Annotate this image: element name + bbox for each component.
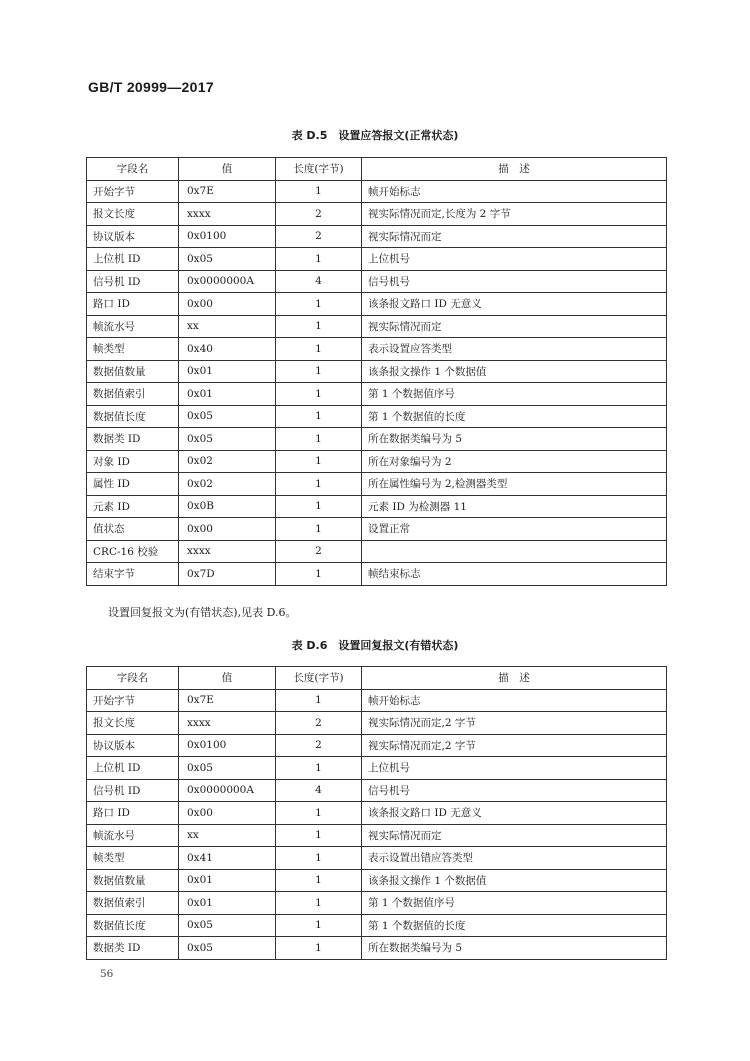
value-cell: 0x05 (179, 405, 276, 428)
column-header-field-name: 字段名 (87, 158, 179, 181)
table-row (87, 563, 667, 586)
description-cell: 所在对象编号为 2 (362, 450, 667, 473)
value-cell: 0x00 (179, 802, 276, 825)
value-cell: 0x0B (179, 495, 276, 518)
value-cell: xxxx (179, 203, 276, 226)
length-cell: 1 (276, 360, 362, 383)
field-name-cell: 开始字节 (87, 180, 179, 203)
length-cell: 1 (276, 495, 362, 518)
column-header-length: 长度(字节) (276, 158, 362, 181)
description-cell: 视实际情况而定 (362, 225, 667, 248)
description-cell: 该条报文操作 1 个数据值 (362, 360, 667, 383)
length-cell: 2 (276, 203, 362, 226)
length-cell: 1 (276, 338, 362, 361)
description-cell: 信号机号 (362, 270, 667, 293)
description-cell: 上位机号 (362, 248, 667, 271)
column-header-description: 描 述 (362, 158, 667, 181)
length-cell: 1 (276, 757, 362, 780)
table-row (87, 937, 667, 960)
field-name-cell: 协议版本 (87, 734, 179, 757)
table-d6-body (87, 689, 667, 959)
value-cell: 0x0000000A (179, 779, 276, 802)
description-cell: 所在属性编号为 2,检测器类型 (362, 473, 667, 496)
field-name-cell: 元素 ID (87, 495, 179, 518)
value-cell: 0x0000000A (179, 270, 276, 293)
table-row (87, 248, 667, 271)
length-cell: 4 (276, 270, 362, 293)
description-cell: 所在数据类编号为 5 (362, 937, 667, 960)
field-name-cell: 信号机 ID (87, 779, 179, 802)
description-cell: 元素 ID 为检测器 11 (362, 495, 667, 518)
table-row (87, 779, 667, 802)
field-name-cell: 帧流水号 (87, 824, 179, 847)
table-row (87, 225, 667, 248)
field-name-cell: 报文长度 (87, 712, 179, 735)
length-cell: 2 (276, 225, 362, 248)
column-header-length: 长度(字节) (276, 667, 362, 690)
description-cell: 视实际情况而定,长度为 2 字节 (362, 203, 667, 226)
table-row (87, 712, 667, 735)
value-cell: xx (179, 824, 276, 847)
description-cell: 帧开始标志 (362, 180, 667, 203)
description-cell: 帧结束标志 (362, 563, 667, 586)
table-row (87, 405, 667, 428)
length-cell: 1 (276, 914, 362, 937)
value-cell: 0x02 (179, 473, 276, 496)
column-header-description: 描 述 (362, 667, 667, 690)
table-row (87, 270, 667, 293)
table-row (87, 293, 667, 316)
field-name-cell: 信号机 ID (87, 270, 179, 293)
length-cell: 1 (276, 824, 362, 847)
value-cell: 0x0100 (179, 225, 276, 248)
table-row (87, 824, 667, 847)
length-cell: 2 (276, 712, 362, 735)
length-cell: 1 (276, 315, 362, 338)
description-cell: 第 1 个数据值的长度 (362, 914, 667, 937)
field-name-cell: 报文长度 (87, 203, 179, 226)
table-row (87, 869, 667, 892)
length-cell: 1 (276, 180, 362, 203)
table-row (87, 338, 667, 361)
table-row (87, 495, 667, 518)
field-name-cell: 开始字节 (87, 689, 179, 712)
header-row (87, 158, 667, 181)
value-cell: xxxx (179, 540, 276, 563)
table-row (87, 914, 667, 937)
value-cell: 0x05 (179, 914, 276, 937)
field-name-cell: 数据值数量 (87, 360, 179, 383)
length-cell: 1 (276, 563, 362, 586)
standard-id-header: GB/T 20999—2017 (88, 79, 214, 95)
field-name-cell: 数据值长度 (87, 405, 179, 428)
table-row (87, 892, 667, 915)
body-paragraph: 设置回复报文为(有错状态),见表 D.6。 (108, 606, 297, 619)
value-cell: 0x05 (179, 248, 276, 271)
table-d6 (86, 666, 667, 960)
table-row (87, 203, 667, 226)
description-cell: 第 1 个数据值的长度 (362, 405, 667, 428)
length-cell: 2 (276, 540, 362, 563)
value-cell: 0x7D (179, 563, 276, 586)
field-name-cell: 数据值数量 (87, 869, 179, 892)
table-d6-header (87, 667, 667, 690)
length-cell: 1 (276, 847, 362, 870)
table-row (87, 734, 667, 757)
length-cell: 1 (276, 248, 362, 271)
table-row (87, 540, 667, 563)
table-row (87, 473, 667, 496)
field-name-cell: 数据类 ID (87, 428, 179, 451)
value-cell: xx (179, 315, 276, 338)
field-name-cell: 上位机 ID (87, 757, 179, 780)
description-cell: 视实际情况而定,2 字节 (362, 712, 667, 735)
field-name-cell: 数据值索引 (87, 383, 179, 406)
field-name-cell: 路口 ID (87, 802, 179, 825)
description-cell: 视实际情况而定,2 字节 (362, 734, 667, 757)
length-cell: 1 (276, 383, 362, 406)
length-cell: 1 (276, 518, 362, 541)
field-name-cell: 对象 ID (87, 450, 179, 473)
table-row (87, 757, 667, 780)
table-row (87, 450, 667, 473)
length-cell: 2 (276, 734, 362, 757)
description-cell: 该条报文路口 ID 无意义 (362, 802, 667, 825)
length-cell: 1 (276, 450, 362, 473)
length-cell: 1 (276, 937, 362, 960)
value-cell: 0x41 (179, 847, 276, 870)
value-cell: 0x05 (179, 428, 276, 451)
table-row (87, 383, 667, 406)
value-cell: 0x02 (179, 450, 276, 473)
table-d6-caption: 表 D.6 设置回复报文(有错状态) (291, 639, 459, 652)
column-header-value: 值 (179, 667, 276, 690)
value-cell: 0x00 (179, 518, 276, 541)
table-row (87, 689, 667, 712)
field-name-cell: 上位机 ID (87, 248, 179, 271)
table-d5 (86, 157, 667, 586)
value-cell: 0x05 (179, 937, 276, 960)
value-cell: 0x01 (179, 360, 276, 383)
column-header-field-name: 字段名 (87, 667, 179, 690)
length-cell: 1 (276, 428, 362, 451)
description-cell: 信号机号 (362, 779, 667, 802)
table-d5-body (87, 180, 667, 585)
length-cell: 1 (276, 473, 362, 496)
field-name-cell: 结束字节 (87, 563, 179, 586)
page-number: 56 (100, 968, 114, 980)
value-cell: 0x05 (179, 757, 276, 780)
length-cell: 1 (276, 405, 362, 428)
description-cell: 该条报文路口 ID 无意义 (362, 293, 667, 316)
description-cell: 上位机号 (362, 757, 667, 780)
table-row (87, 428, 667, 451)
description-cell: 视实际情况而定 (362, 315, 667, 338)
description-cell: 第 1 个数据值序号 (362, 892, 667, 915)
value-cell: xxxx (179, 712, 276, 735)
description-cell: 该条报文操作 1 个数据值 (362, 869, 667, 892)
value-cell: 0x7E (179, 180, 276, 203)
description-cell: 所在数据类编号为 5 (362, 428, 667, 451)
field-name-cell: 数据值索引 (87, 892, 179, 915)
description-cell: 帧开始标志 (362, 689, 667, 712)
value-cell: 0x0100 (179, 734, 276, 757)
field-name-cell: 数据值长度 (87, 914, 179, 937)
column-header-value: 值 (179, 158, 276, 181)
value-cell: 0x40 (179, 338, 276, 361)
field-name-cell: 路口 ID (87, 293, 179, 316)
length-cell: 1 (276, 802, 362, 825)
field-name-cell: 帧类型 (87, 338, 179, 361)
value-cell: 0x00 (179, 293, 276, 316)
table-row (87, 360, 667, 383)
description-cell: 表示设置出错应答类型 (362, 847, 667, 870)
value-cell: 0x01 (179, 892, 276, 915)
value-cell: 0x01 (179, 869, 276, 892)
table-row (87, 518, 667, 541)
value-cell: 0x01 (179, 383, 276, 406)
field-name-cell: 数据类 ID (87, 937, 179, 960)
field-name-cell: 帧流水号 (87, 315, 179, 338)
description-cell: 第 1 个数据值序号 (362, 383, 667, 406)
table-row (87, 315, 667, 338)
field-name-cell: 属性 ID (87, 473, 179, 496)
table-row (87, 802, 667, 825)
table-d5-caption: 表 D.5 设置应答报文(正常状态) (291, 129, 459, 142)
table-d5-header (87, 158, 667, 181)
length-cell: 1 (276, 689, 362, 712)
field-name-cell: CRC-16 校验 (87, 540, 179, 563)
value-cell: 0x7E (179, 689, 276, 712)
description-cell: 表示设置应答类型 (362, 338, 667, 361)
description-cell: 视实际情况而定 (362, 824, 667, 847)
description-cell (362, 540, 667, 563)
length-cell: 1 (276, 892, 362, 915)
table-row (87, 847, 667, 870)
field-name-cell: 协议版本 (87, 225, 179, 248)
header-row (87, 667, 667, 690)
length-cell: 1 (276, 293, 362, 316)
description-cell: 设置正常 (362, 518, 667, 541)
length-cell: 1 (276, 869, 362, 892)
length-cell: 4 (276, 779, 362, 802)
table-row (87, 180, 667, 203)
field-name-cell: 值状态 (87, 518, 179, 541)
field-name-cell: 帧类型 (87, 847, 179, 870)
